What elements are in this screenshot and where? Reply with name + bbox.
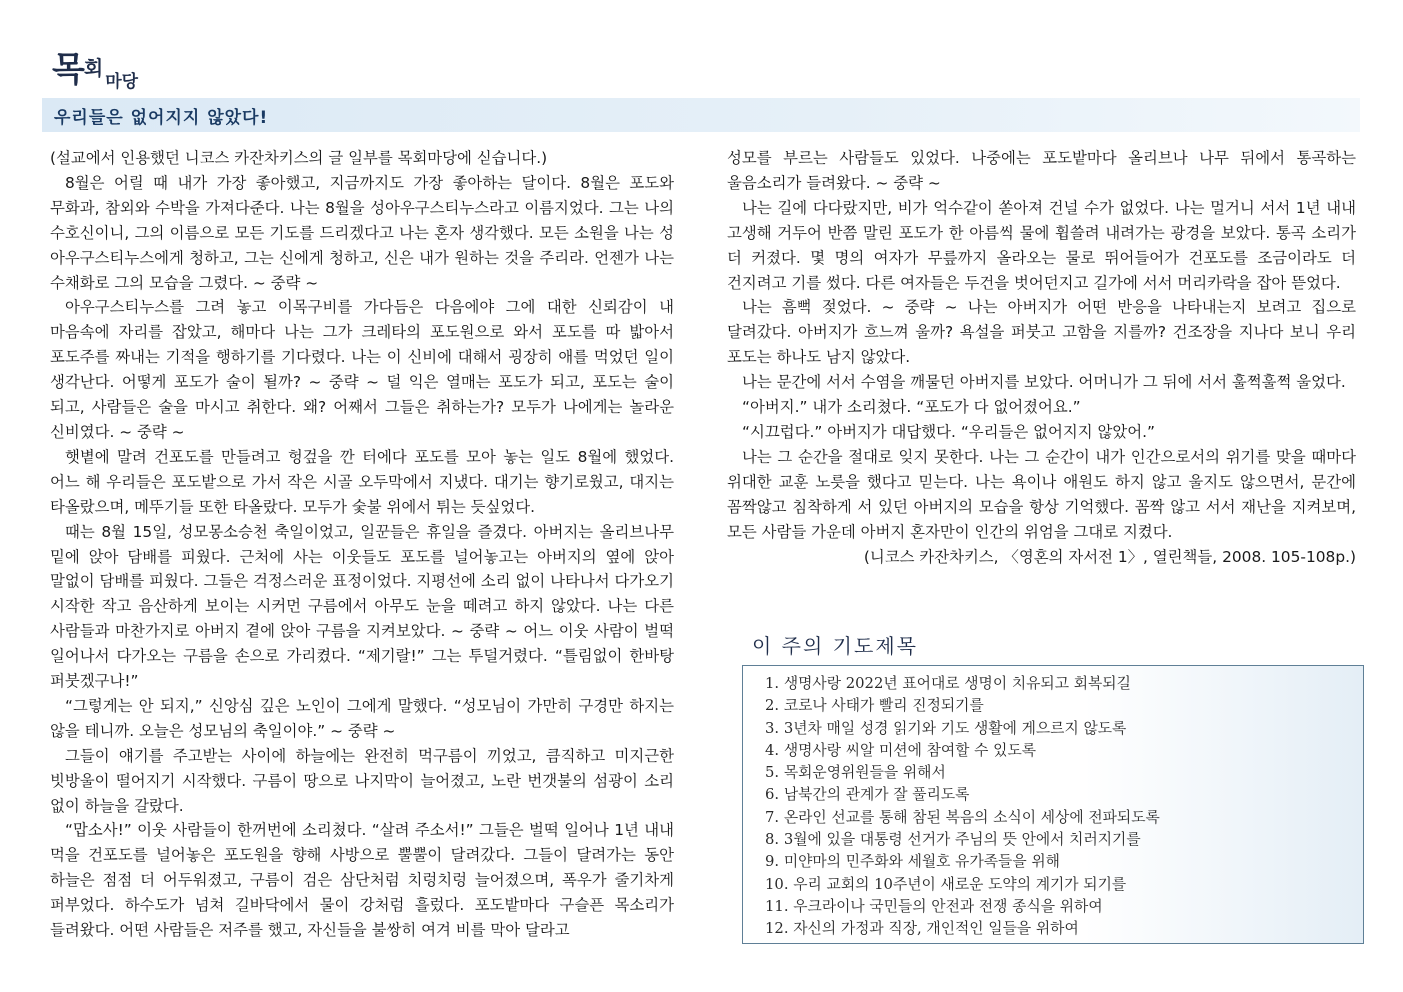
article-paragraph: “시끄럽다.” 아버지가 대답했다. “우리들은 없어지지 않았어.” bbox=[742, 422, 1155, 441]
article-paragraph: 때는 8월 15일, 성모몽소승천 축일이었고, 일꾼들은 휴일을 즐겼다. 아버지는 올리브나무 밑에 앉아 담배를 피웠다. 근처에 사는 이웃들도 포도를 널어놓고는 아버지의 옆에 앉아 말없이 담배를 피웠다. 그들은 걱정스러운 표정이었다. 지평선에 소리 없이 나타나서 다가오기 시작한 작고 음산하게 보이는 시커먼 구름에서 아무도 눈을 떼려고 하지 않았다. 나는 다른 사람들과 마찬가지로 아버지 곁에 앉아 구름을 지켜보았다. ~ 중략 ~ 어느 이웃 사람이 벌떡 일어나서 다가오는 구름을 손으로 가리켰다. “제기랄!” 그는 투덜거렸다. “틀림없이 한바탕 퍼붓겠구나!” bbox=[50, 522, 674, 691]
prayer-item: 6. 남북간의 관계가 잘 풀리도록 bbox=[765, 786, 970, 804]
article-paragraph: 성모를 부르는 사람들도 있었다. 나중에는 포도밭마다 올리브나 나무 뒤에서 통곡하는 울음소리가 들려왔다. ~ 중략 ~ bbox=[727, 149, 1356, 192]
prayer-item: 2. 코로나 사태가 빨리 진정되기를 bbox=[765, 697, 984, 715]
logo-char-small: 마당 bbox=[105, 72, 139, 92]
prayer-item: 8. 3월에 있을 대통령 선거가 주님의 뜻 안에서 치러지기를 bbox=[765, 831, 1141, 849]
prayer-item: 12. 자신의 가정과 직장, 개인적인 일들을 위하여 bbox=[765, 920, 1079, 938]
article-paragraph: 나는 그 순간을 절대로 잊지 못한다. 나는 그 순간이 내가 인간으로서의 위기를 맞을 때마다 위대한 교훈 노릇을 했다고 믿는다. 나는 욕이나 애원도 하지 않고 울지도 않으면서, 문간에 꼼짝않고 침착하게 서 있던 아버지의 모습을 항상 기억했다. 꼼짝 않고 서서 재난을 지켜보며, 모든 사람들 가운데 아버지 혼자만이 인간의 위엄을 그대로 지켰다. bbox=[727, 447, 1356, 541]
prayer-item: 9. 미얀마의 민주화와 세월호 유가족들을 위해 bbox=[765, 853, 1060, 871]
prayer-item: 3. 3년차 매일 성경 읽기와 기도 생활에 게으르지 않도록 bbox=[765, 719, 1127, 737]
article-paragraph: “아버지.” 내가 소리쳤다. “포도가 다 없어졌어요.” bbox=[742, 398, 1081, 417]
title-bar bbox=[42, 98, 1360, 132]
page-title: 우리들은 없어지지 않았다! bbox=[54, 108, 269, 128]
prayer-heading: 이 주의 기도제목 bbox=[752, 634, 918, 658]
prayer-list bbox=[743, 666, 1363, 941]
article-paragraph: 나는 길에 다다랐지만, 비가 억수같이 쏟아져 건널 수가 없었다. 나는 멀거니 서서 1년 내내 고생해 거두어 반쯤 말린 포도가 한 아름씩 물에 휩쓸려 내려가는 광경을 보았다. 통곡 소리가 더 커졌다. 몇 명의 여자가 무릎까지 올라오는 물로 뛰어들어가 건포도를 조금이라도 더 건지려고 기를 썼다. 다른 여자들은 두건을 벗어던지고 길가에 서서 머리카락을 잡아 뜯었다. bbox=[727, 198, 1356, 292]
article-paragraph: 그들이 얘기를 주고받는 사이에 하늘에는 완전히 먹구름이 끼었고, 큼직하고 미지근한 빗방울이 떨어지기 시작했다. 구름이 땅으로 나지막이 늘어졌고, 노란 번갯불의 섬광이 소리 없이 하늘을 갈랐다. bbox=[50, 746, 674, 815]
article-left-column bbox=[50, 146, 674, 943]
article-right-column bbox=[727, 146, 1356, 569]
article-paragraph: 햇볕에 말려 건포도를 만들려고 헝겊을 깐 터에다 포도를 모아 놓는 일도 8월에 했었다. 어느 해 우리들은 포도밭으로 가서 작은 시골 오두막에서 지냈다. 대기는 향기로웠고, 대지는 타올랐으며, 메뚜기들 또한 타올랐다. 모두가 숯불 위에서 튀는 듯싶었다. bbox=[50, 447, 674, 516]
article-paragraph: “그렇게는 안 되지,” 신앙심 깊은 노인이 그에게 말했다. “성모님이 가만히 구경만 하지는 않을 테니까. 오늘은 성모님의 축일이야.” ~ 중략 ~ bbox=[50, 696, 674, 740]
prayer-item: 11. 우크라이나 국민들의 안전과 전쟁 종식을 위하여 bbox=[765, 897, 1103, 915]
prayer-item: 4. 생명사랑 씨알 미션에 참여할 수 있도록 bbox=[765, 741, 1037, 759]
article-paragraph: 8월은 어릴 때 내가 가장 좋아했고, 지금까지도 가장 좋아하는 달이다. 8월은 포도와 무화과, 참외와 수박을 가져다준다. 나는 8월을 성아우구스티누스라고 이름지었다. 그는 나의 수호신이니, 그의 이름으로 모든 기도를 드리겠다고 나는 혼자 생각했다. 모든 소원을 나는 성 아우구스티누스에게 청하고, 그는 신에게 청하고, 신은 내가 원하는 것을 주리라. 언젠가 나는 수채화로 그의 모습을 그렸다. ~ 중략 ~ bbox=[50, 173, 674, 292]
article-paragraph: 나는 흠뻑 젖었다. ~ 중략 ~ 나는 아버지가 어떤 반응을 나타내는지 보려고 집으로 달려갔다. 아버지가 흐느껴 울까? 욕설을 퍼붓고 고함을 지를까? 건조장을 지나다 보니 우리 포도는 하나도 남지 않았다. bbox=[727, 298, 1356, 367]
prayer-item: 5. 목회운영위원들을 위해서 bbox=[765, 764, 946, 782]
prayer-list-box bbox=[742, 665, 1364, 944]
logo-char-mid: 회 bbox=[83, 56, 104, 80]
prayer-item: 1. 생명사랑 2022년 표어대로 생명이 치유되고 회복되길 bbox=[765, 675, 1131, 692]
article-paragraph: 아우구스티누스를 그려 놓고 이목구비를 가다듬은 다음에야 그에 대한 신뢰감이 내 마음속에 자리를 잡았고, 해마다 나는 그가 크레타의 포도원으로 와서 포도를 따 밟아서 포도주를 짜내는 기적을 행하기를 기다렸다. 나는 이 신비에 대해서 굉장히 애를 먹었던 일이 생각난다. 어떻게 포도가 술이 될까? ~ 중략 ~ 덜 익은 열매는 포도가 되고, 포도는 술이 되고, 사람들은 술을 마시고 취한다. 왜? 어째서 그들은 취하는가? 모두가 나에게는 놀라운 신비였다. ~ 중략 ~ bbox=[50, 298, 674, 441]
article-intro: (설교에서 인용했던 니코스 카잔차키스의 글 일부를 목회마당에 싣습니다.) bbox=[50, 149, 548, 167]
prayer-item: 10. 우리 교회의 10주년이 새로운 도약의 계기가 되기를 bbox=[765, 875, 1127, 893]
logo-char-big: 목 bbox=[52, 50, 84, 90]
article-citation: (니코스 카잔차키스, 〈영혼의 자서전 1〉, 열린책들, 2008. 105-108p.) bbox=[863, 547, 1356, 566]
section-logo bbox=[52, 42, 138, 91]
article-paragraph: 나는 문간에 서서 수염을 깨물던 아버지를 보았다. 어머니가 그 뒤에 서서 훌쩍훌쩍 울었다. bbox=[742, 373, 1346, 392]
prayer-item: 7. 온라인 선교를 통해 참된 복음의 소식이 세상에 전파되도록 bbox=[765, 808, 1160, 826]
article-paragraph: “맙소사!” 이웃 사람들이 한꺼번에 소리쳤다. “살려 주소서!” 그들은 벌떡 일어나 1년 내내 먹을 건포도를 널어놓은 포도원을 향해 사방으로 뿔뿔이 달려갔다. 그들이 달려가는 동안 하늘은 점점 더 어두워졌고, 구름이 검은 삼단처럼 치렁치렁 늘어졌으며, 폭우가 줄기차게 퍼부었다. 하수도가 넘쳐 길바닥에서 물이 강처럼 흘렀다. 포도밭마다 구슬픈 목소리가 들려왔다. 어떤 사람들은 저주를 했고, 자신들을 불쌍히 여겨 비를 막아 달라고 bbox=[50, 821, 674, 940]
